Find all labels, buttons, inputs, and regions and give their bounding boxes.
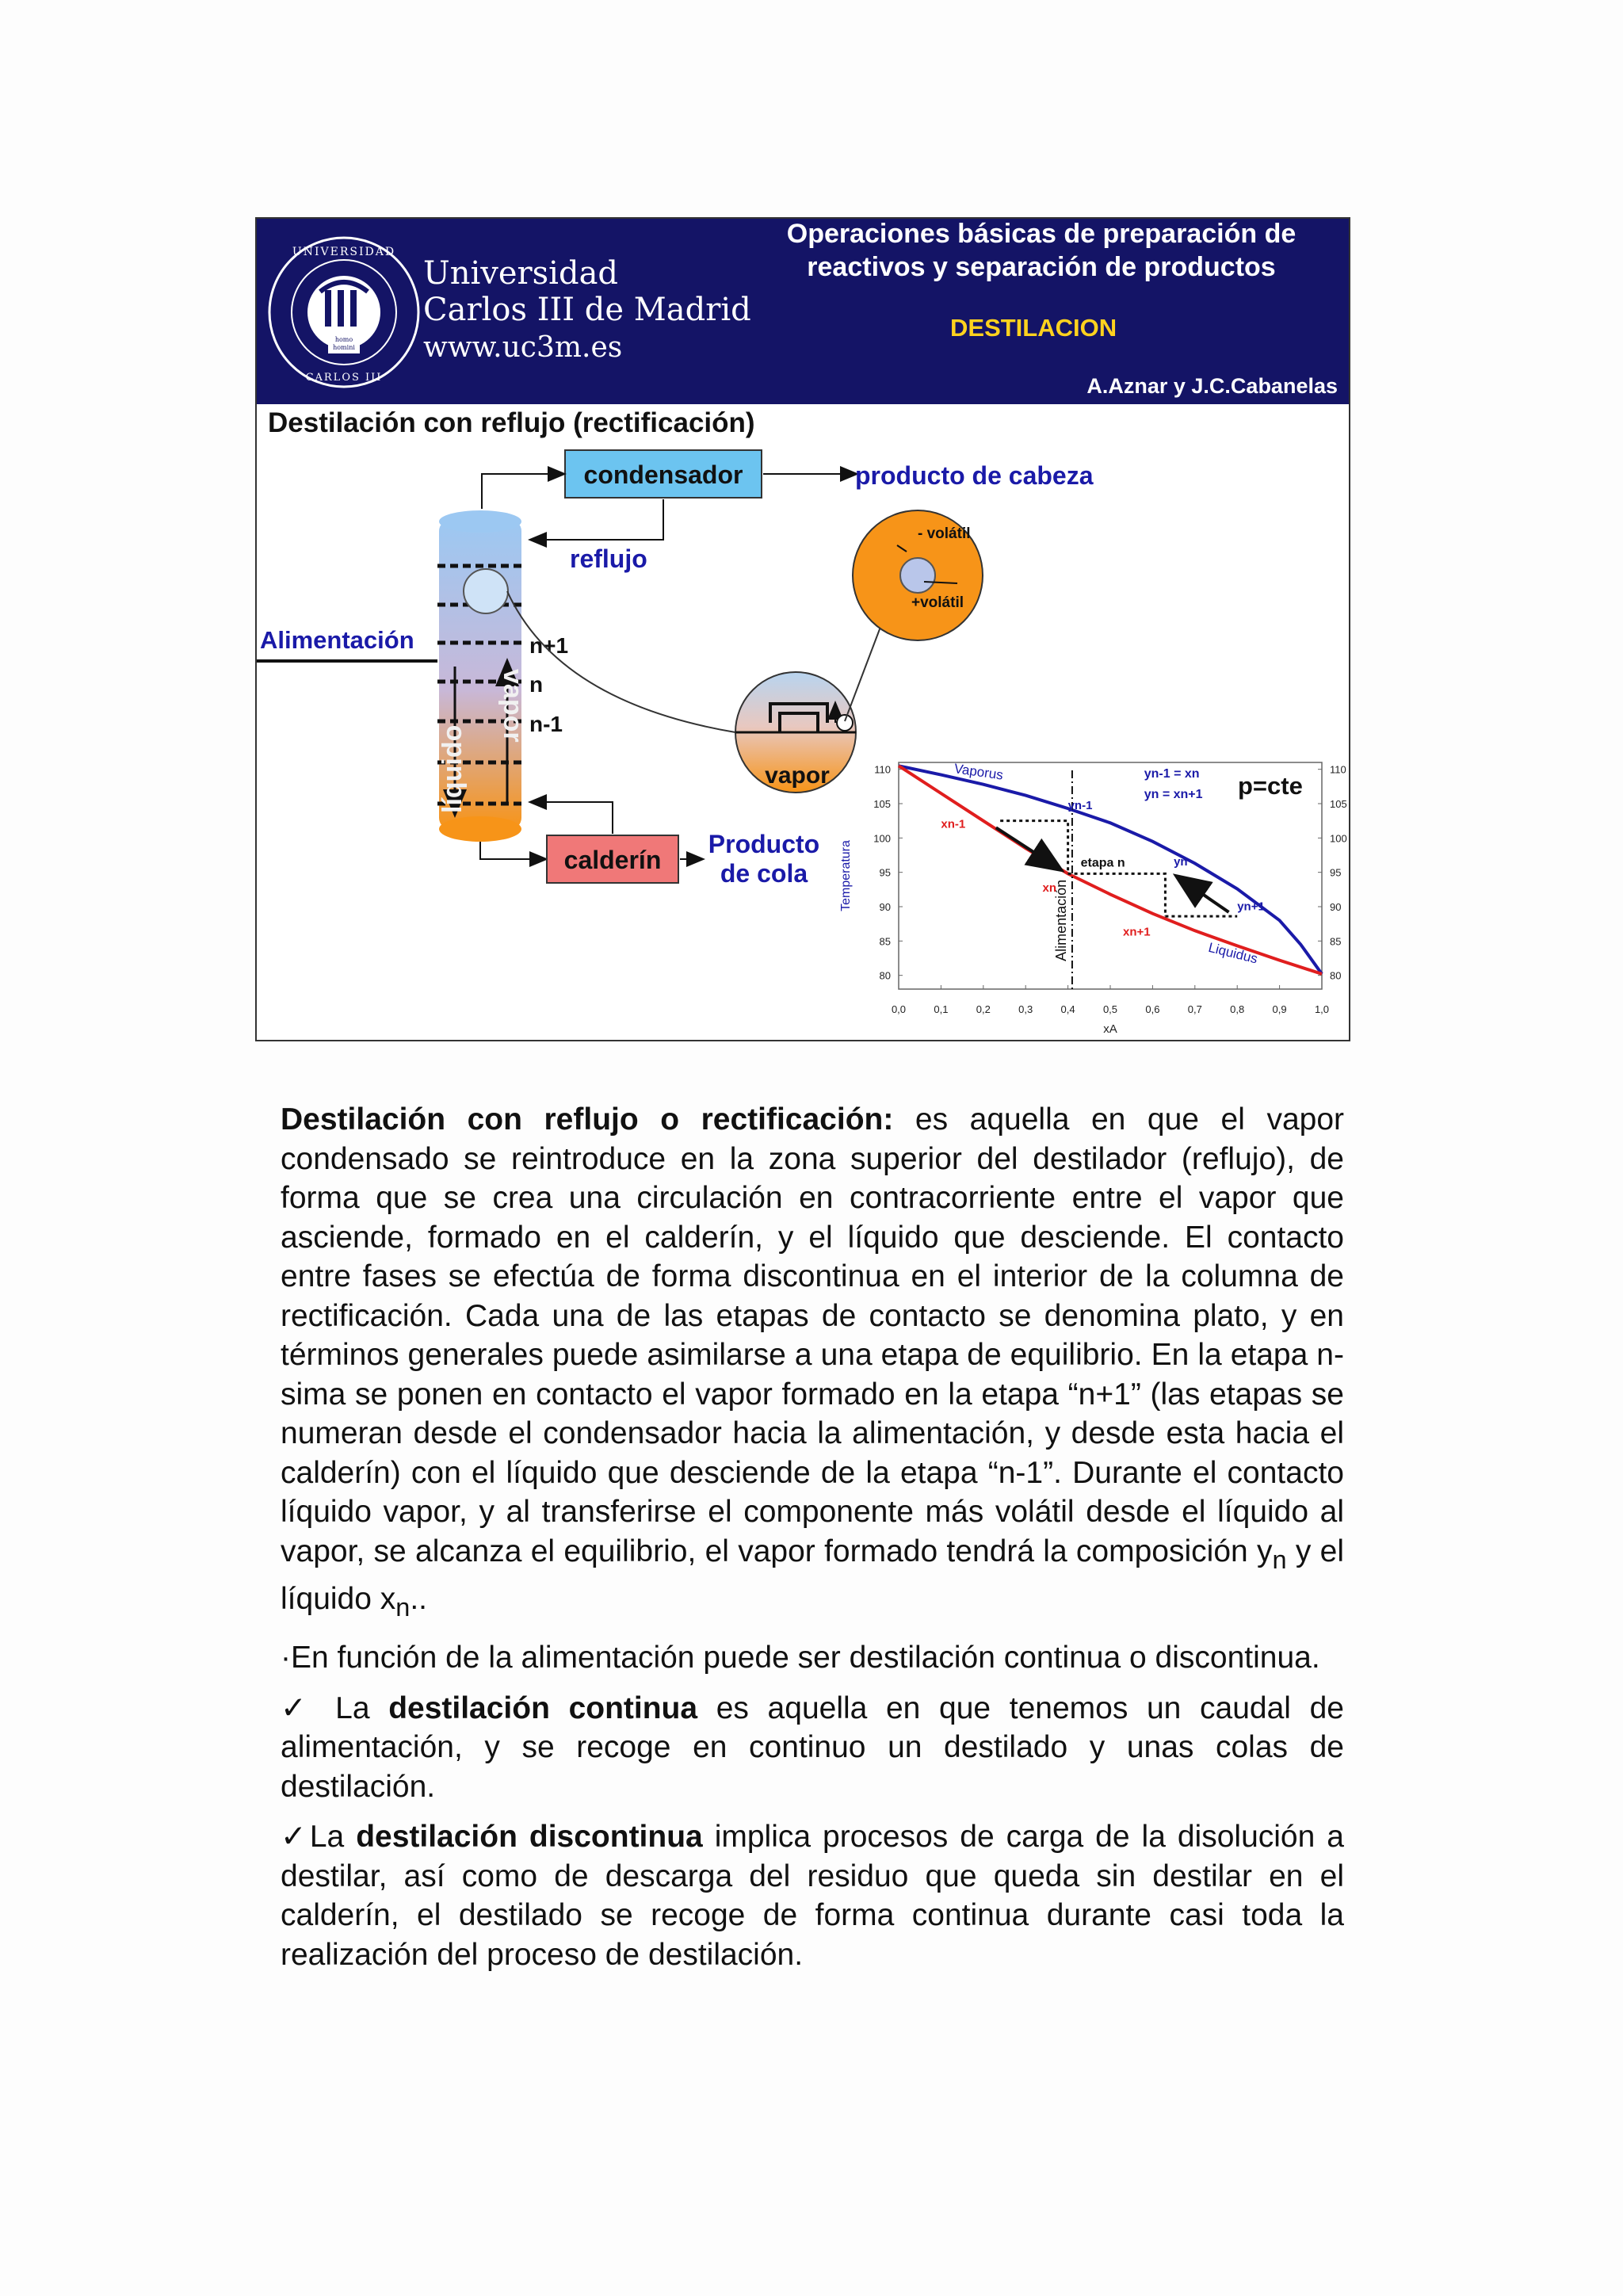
paragraph-2: ·En función de la alimentación puede ser destilación continua o discontinua. bbox=[281, 1641, 1320, 1675]
label-xn: xn bbox=[1042, 881, 1057, 895]
liquido-label: líquido bbox=[437, 724, 468, 813]
reflujo-label: reflujo bbox=[570, 544, 647, 573]
plus-volatil-label: +volátil bbox=[911, 594, 964, 611]
x-tick-label: 0,7 bbox=[1187, 1003, 1202, 1015]
y-tick-label: 80 bbox=[879, 969, 891, 982]
calderin-label: calderín bbox=[563, 846, 662, 874]
vapor-to-condensador-arrow bbox=[482, 474, 563, 509]
x-tick-label: 0,1 bbox=[934, 1003, 949, 1015]
slide-figure bbox=[255, 217, 1350, 1041]
check-icon: ✓La bbox=[281, 1820, 357, 1855]
y-tick-label-right: 110 bbox=[1330, 763, 1346, 776]
topic-title: DESTILACION bbox=[950, 314, 1117, 342]
y-tick-label-right: 95 bbox=[1330, 866, 1342, 879]
y-tick-label-right: 105 bbox=[1330, 798, 1347, 810]
label-xn-1: xn-1 bbox=[941, 817, 966, 831]
x-tick-label: 0,6 bbox=[1145, 1003, 1160, 1015]
distillation-diagram bbox=[257, 219, 1350, 1041]
slide-title: Destilación con reflujo (rectificación) bbox=[268, 407, 755, 438]
paragraph-1 bbox=[281, 1100, 1344, 1627]
document-text bbox=[281, 1100, 1344, 1974]
series-label-liquidus: Liquidus bbox=[1206, 939, 1259, 967]
label-yn-1: yn-1 bbox=[1067, 798, 1093, 812]
x-tick-label: 0,0 bbox=[891, 1003, 907, 1015]
course-title-line2: reactivos y separación de productos bbox=[807, 252, 1276, 282]
svg-text:CARLOS III: CARLOS III bbox=[305, 372, 383, 384]
y-tick-label-right: 100 bbox=[1330, 832, 1347, 845]
plate-n: n bbox=[529, 672, 544, 697]
label-xn+1: xn+1 bbox=[1123, 925, 1151, 939]
paragraph-3 bbox=[281, 1689, 1344, 1807]
paragraph-4 bbox=[281, 1817, 1344, 1974]
vapor-plate-label: vapor bbox=[765, 762, 830, 789]
equilibrium-chart bbox=[839, 761, 1347, 1036]
authors: A.Aznar y J.C.Cabanelas bbox=[1086, 374, 1338, 398]
condensador-label: condensador bbox=[583, 460, 743, 489]
x-tick-label: 0,3 bbox=[1018, 1003, 1033, 1015]
x-tick-label: 0,4 bbox=[1060, 1003, 1075, 1015]
plate-zoom-circle bbox=[464, 569, 508, 613]
y-tick-label-right: 85 bbox=[1330, 935, 1342, 948]
university-name-line1: Universidad bbox=[423, 255, 619, 292]
y-tick-label: 90 bbox=[879, 901, 891, 913]
x-tick-label: 0,5 bbox=[1102, 1003, 1118, 1015]
producto-cola-label-2: de cola bbox=[720, 859, 808, 888]
y-tick-label: 105 bbox=[873, 798, 891, 810]
producto-cola-label-1: Producto bbox=[708, 830, 820, 858]
x-axis-label: xA bbox=[1103, 1022, 1117, 1036]
y-tick-label: 100 bbox=[873, 832, 891, 845]
y-axis-label: Temperatura bbox=[839, 840, 853, 911]
minus-volatil-label: - volátil bbox=[918, 525, 971, 542]
alimentacion-label: Alimentación bbox=[260, 626, 414, 654]
x-tick-label: 0,9 bbox=[1272, 1003, 1287, 1015]
plate-n-minus-1: n-1 bbox=[529, 712, 563, 736]
university-name-line2: Carlos III de Madrid bbox=[423, 292, 751, 328]
chart-title: p=cte bbox=[1238, 772, 1303, 800]
p4-text: implica procesos de carga de la disolución a destilar, así como de descarga del residuo que queda sin destilar en el calderín, el destilado se recoge de forma continua durante casi toda la realización del proceso de destilación. bbox=[281, 1820, 1344, 1972]
y-tick-label-right: 90 bbox=[1330, 901, 1342, 913]
p1-y: y bbox=[1257, 1534, 1273, 1568]
p4-bold: destilación discontinua bbox=[356, 1820, 703, 1855]
eq-line-2: yn = xn+1 bbox=[1144, 788, 1203, 802]
p1-end: .. bbox=[410, 1581, 428, 1616]
producto-cabeza-label: producto de cabeza bbox=[855, 461, 1094, 490]
y-tick-label-right: 80 bbox=[1330, 969, 1342, 982]
p1-mid: y el líquido bbox=[281, 1534, 1345, 1616]
p3-bold: destilación continua bbox=[388, 1690, 698, 1725]
eq-line-1: yn-1 = xn bbox=[1144, 767, 1200, 781]
p3-text: es aquella en que tenemos un caudal de alimentación, y se recoge en continuo un destilado y unas colas de destilación. bbox=[281, 1690, 1344, 1804]
label-etapa-n: etapa n bbox=[1080, 856, 1125, 870]
p1-text: es aquella en que el vapor condensado se reintroduce en la zona superior del destilador (reflujo), de forma que se crea una circulación en contracorriente entre el vapor que asciende, formado en el calderín, y el líquido que desciende. El contacto entre fases se efectúa de forma discontinua en el interior de la columna de rectificación. Cada una de las etapas de contacto se denomina plato, y en términos generales puede asimilarse a una etapa de equilibrio. En la etapa n-sima se ponen en contacto el vapor formado en la etapa “n+1” (las etapas se numeran desde el condensador hacia la alimentación, y desde esta hacia el calderín) con el líquido que desciende de la etapa “n-1”. Durante el contacto líquido vapor, y al transferirse el componente más volátil desde el líquido al vapor, se alcanza el equilibrio, el vapor formado tendrá la composición bbox=[281, 1102, 1345, 1568]
reflujo-arrow bbox=[531, 499, 663, 540]
x-tick-label: 1,0 bbox=[1314, 1003, 1330, 1015]
series-label-vaporus: Vaporus bbox=[953, 761, 1004, 783]
p1-sub-n2: n bbox=[395, 1592, 411, 1622]
check-icon: ✓ La bbox=[281, 1690, 389, 1725]
calderin-vapor-return-arrow bbox=[531, 802, 613, 834]
svg-text:homo: homo bbox=[334, 336, 353, 343]
y-tick-label: 95 bbox=[879, 866, 891, 879]
svg-text:UNIVERSIDAD: UNIVERSIDAD bbox=[292, 246, 396, 258]
column-bottom bbox=[439, 816, 521, 842]
to-calderin-arrow bbox=[480, 842, 545, 859]
course-title-line1: Operaciones básicas de preparación de bbox=[786, 219, 1296, 249]
y-tick-label: 85 bbox=[879, 935, 891, 948]
university-website: www.uc3m.es bbox=[423, 331, 623, 364]
y-tick-label: 110 bbox=[874, 763, 891, 776]
svg-text:homini: homini bbox=[333, 344, 355, 351]
column-top bbox=[439, 510, 521, 533]
x-tick-label: 0,8 bbox=[1230, 1003, 1245, 1015]
p1-bold: Destilación con reflujo o rectificación: bbox=[281, 1102, 894, 1137]
vapor-column-label: vapor bbox=[498, 669, 528, 743]
alimentacion-chart-label: Alimentación bbox=[1052, 879, 1069, 961]
label-yn: yn bbox=[1174, 855, 1188, 869]
plate-n-plus-1: n+1 bbox=[529, 633, 569, 658]
p1-x: x bbox=[380, 1581, 396, 1616]
p1-sub-n1: n bbox=[1272, 1545, 1287, 1574]
label-yn+1: yn+1 bbox=[1237, 900, 1265, 914]
x-tick-label: 0,2 bbox=[976, 1003, 991, 1015]
